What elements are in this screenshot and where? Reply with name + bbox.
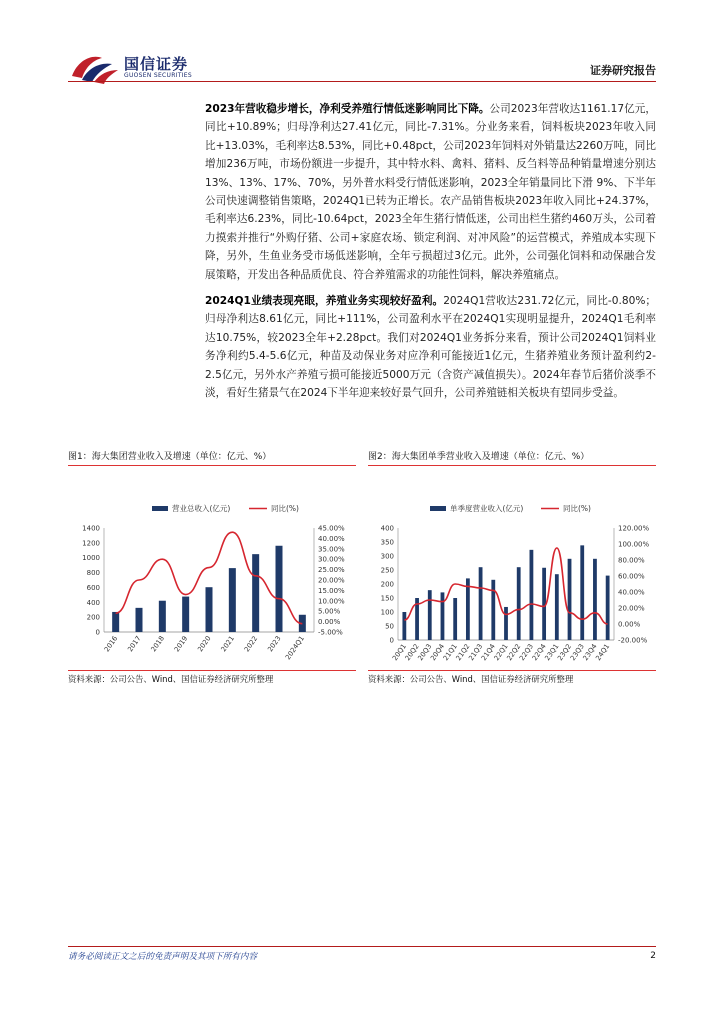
chart1-ytick-left: 1400	[82, 524, 100, 533]
chart1-ytick-right: 20.00%	[318, 576, 345, 585]
chart1-ytick-right: 30.00%	[318, 555, 345, 564]
chart2-bar	[428, 590, 432, 640]
chart2-ytick-left: 50	[385, 622, 394, 631]
chart1-ytick-right: 10.00%	[318, 597, 345, 606]
figure-2-source: 资料来源：公司公告、Wind、国信证券经济研究所整理	[368, 670, 656, 686]
chart2-bar	[568, 559, 572, 640]
chart2-xtick: 22Q3	[517, 642, 536, 662]
chart2-bar	[593, 559, 597, 640]
chart2-xtick: 22Q1	[492, 642, 510, 662]
body-text	[205, 100, 656, 411]
chart2-ytick-left: 400	[380, 524, 394, 533]
chart2-bar	[466, 578, 470, 640]
chart2-xtick: 22Q2	[505, 642, 523, 662]
chart2-legend-bar-label: 单季度营业收入(亿元)	[450, 504, 524, 513]
paragraph-2-lead: 2024Q1业绩表现亮眼，养殖业务实现较好盈利。	[205, 295, 444, 308]
chart1-bar	[136, 608, 143, 632]
page-header	[68, 50, 656, 90]
chart1-ytick-right: 5.00%	[318, 607, 341, 616]
chart2-bar	[530, 550, 534, 640]
chart2-xtick: 22Q4	[530, 642, 548, 662]
chart1-xtick: 2016	[102, 634, 120, 654]
chart2-bar	[517, 567, 521, 640]
paragraph-2	[205, 292, 656, 402]
chart1-ytick-right: 45.00%	[318, 524, 345, 533]
chart1-xtick: 2019	[172, 634, 190, 654]
chart2-xtick: 20Q2	[403, 642, 421, 662]
chart1-ytick-left: 1000	[82, 554, 100, 563]
chart2-legend-line-label: 同比(%)	[563, 504, 591, 513]
chart1-ytick-left: 600	[86, 583, 100, 592]
chart1-ytick-right: 0.00%	[318, 618, 341, 627]
chart1-legend-line-label: 同比(%)	[271, 504, 299, 513]
chart2-bar	[606, 576, 610, 640]
chart1-xtick: 2024Q1	[283, 634, 306, 662]
chart1-legend-bar-label: 营业总收入(亿元)	[172, 504, 231, 513]
chart2-xtick: 20Q1	[390, 642, 408, 662]
chart2-bar	[402, 612, 406, 640]
chart1-ytick-left: 200	[86, 613, 100, 622]
chart1-ytick-right: 40.00%	[318, 534, 345, 543]
paragraph-1	[205, 100, 656, 284]
header-divider	[68, 81, 656, 82]
chart1-ytick-left: 800	[86, 569, 100, 578]
chart2-bar	[555, 574, 559, 640]
chart1-legend-bar-swatch	[152, 506, 168, 511]
paragraph-1-lead: 2023年营收稳步增长，净利受养殖行情低迷影响同比下降。	[205, 103, 490, 115]
chart2-bar	[479, 567, 483, 640]
chart2-bar	[504, 607, 508, 640]
chart1-ytick-left: 1200	[82, 539, 100, 548]
chart2-ytick-left: 100	[380, 608, 394, 617]
chart2-xtick: 20Q3	[416, 642, 434, 662]
chart2-ytick-right: 80.00%	[618, 556, 645, 565]
figure-1-title: 图1：海大集团营业收入及增速（单位：亿元、%）	[68, 449, 356, 466]
report-type-label: 证券研究报告	[590, 64, 656, 77]
figure-2-svg	[368, 466, 656, 662]
chart1-ytick-left: 0	[95, 628, 100, 637]
paragraph-1-text: 公司2023年营收达1161.17亿元，同比+10.89%；归母净利达27.41亿元，同比-7.31%。分业务来看，饲料板块2023年收入同比+13.03%，毛利率达8.53%，同比+0.48pct，公司2023年饲料对外销量达2260万吨，同比增加236万吨，市场份额进一步提升，其中特水料、禽料、猪料、反刍料等品种销量增速分别达13%、13%、17%、70%，另外普水料受行情低迷影响，2023全年销量同比下滑 9%、下半年公司快速调整销售策略，2024Q1已转为正增长。农产品销售板块2023年收入同比+24.37%，毛利率达6.23%，同比-10.64pct，2023全年生猪行情低迷，公司出栏生猪约460万头，公司着力摸索并推行“外购仔猪、公司+家庭农场、锁定利润、对冲风险”的运营模式，养殖成本实现下降，另外，生鱼业务受市场低迷影响，全年亏损超过3亿元。此外，公司强化饲料和动保融合发展策略，开发出各种品质优良、符合养殖需求的功能性饲料，解决养殖痛点。	[205, 103, 656, 281]
chart2-ytick-right: 20.00%	[618, 604, 645, 613]
figure-1-source: 资料来源：公司公告、Wind、国信证券经济研究所整理	[68, 670, 356, 686]
chart2-xtick: 23Q1	[543, 642, 561, 662]
chart1-bar	[159, 601, 166, 632]
chart2-ytick-right: 60.00%	[618, 572, 645, 581]
chart2-legend-bar-swatch	[430, 506, 446, 511]
chart1-bar	[182, 597, 189, 632]
chart1-ytick-right: -5.00%	[318, 628, 343, 637]
footer-divider	[68, 946, 656, 947]
chart1-xtick: 2021	[219, 634, 236, 654]
chart1-xtick: 2023	[266, 634, 283, 654]
figure-2	[368, 449, 656, 686]
chart2-ytick-left: 300	[380, 552, 394, 561]
footer-disclaimer: 请务必阅读正文之后的免责声明及其项下所有内容	[68, 952, 258, 962]
chart2-ytick-right: 0.00%	[618, 620, 641, 629]
chart2-bar	[580, 545, 584, 640]
chart2-xtick: 23Q4	[581, 642, 599, 662]
chart2-ytick-right: 100.00%	[618, 540, 650, 549]
chart2-xtick: 21Q4	[479, 642, 497, 662]
chart1-bar	[206, 587, 213, 632]
paragraph-2-text: 2024Q1营收达231.72亿元，同比-0.80%；归母净利达8.61亿元，同比+111%，公司盈利水平在2024Q1实现明显提升，2024Q1毛利率达10.75%，较2023全年+2.28pct。我们对2024Q1业务拆分来看，预计公司2024Q1饲料业务净利约5.4-5.6亿元，种苗及动保业务对应净利可能接近1亿元，生猪养殖业务预计盈利约2-2.5亿元，另外水产养殖亏损可能接近5000万元（含资产减值损失）。2024年春节后猪价淡季不淡，看好生猪景气在2024下半年迎来较好景气回升，公司养殖链相关板块有望同步受益。	[205, 295, 656, 400]
chart2-xtick: 23Q2	[556, 642, 574, 662]
page-number: 2	[650, 951, 656, 961]
figure-1	[68, 449, 356, 686]
chart1-bar	[276, 546, 283, 632]
chart2-ytick-left: 350	[380, 538, 394, 547]
figure-1-chart	[68, 466, 356, 662]
chart1-xtick: 2017	[126, 634, 143, 654]
figure-2-chart	[368, 466, 656, 662]
chart2-ytick-left: 250	[380, 566, 394, 575]
chart2-ytick-left: 150	[380, 594, 394, 603]
chart2-xtick: 24Q1	[594, 642, 612, 662]
chart2-bar	[453, 598, 457, 640]
logo-text-en: GUOSEN SECURITIES	[124, 72, 193, 79]
chart1-xtick: 2020	[196, 634, 213, 654]
chart1-bar	[112, 612, 119, 632]
chart1-bar	[229, 568, 236, 632]
chart2-bar	[441, 592, 445, 640]
chart2-bar	[491, 580, 495, 640]
chart2-ytick-left: 200	[380, 580, 394, 589]
chart1-ytick-right: 15.00%	[318, 586, 345, 595]
chart2-xtick: 21Q2	[454, 642, 472, 662]
chart2-xtick: 23Q3	[568, 642, 586, 662]
chart1-xtick: 2018	[149, 634, 166, 654]
chart2-ytick-right: 40.00%	[618, 588, 645, 597]
chart2-ytick-right: -20.00%	[618, 636, 648, 645]
figure-1-svg	[68, 466, 356, 662]
chart2-xtick: 20Q4	[429, 642, 447, 662]
chart1-ytick-right: 25.00%	[318, 566, 345, 575]
figure-2-title: 图2：海大集团单季营业收入及增速（单位：亿元、%）	[368, 449, 656, 466]
chart1-xtick: 2022	[242, 634, 260, 654]
logo-text-cn: 国信证券	[124, 55, 189, 73]
chart1-ytick-left: 400	[86, 598, 100, 607]
chart1-ytick-right: 35.00%	[318, 545, 345, 554]
chart1-bar	[252, 554, 259, 632]
chart2-ytick-right: 120.00%	[618, 524, 650, 533]
chart2-xtick: 21Q1	[441, 642, 459, 662]
chart2-xtick: 21Q3	[467, 642, 485, 662]
chart2-ytick-left: 0	[389, 636, 394, 645]
